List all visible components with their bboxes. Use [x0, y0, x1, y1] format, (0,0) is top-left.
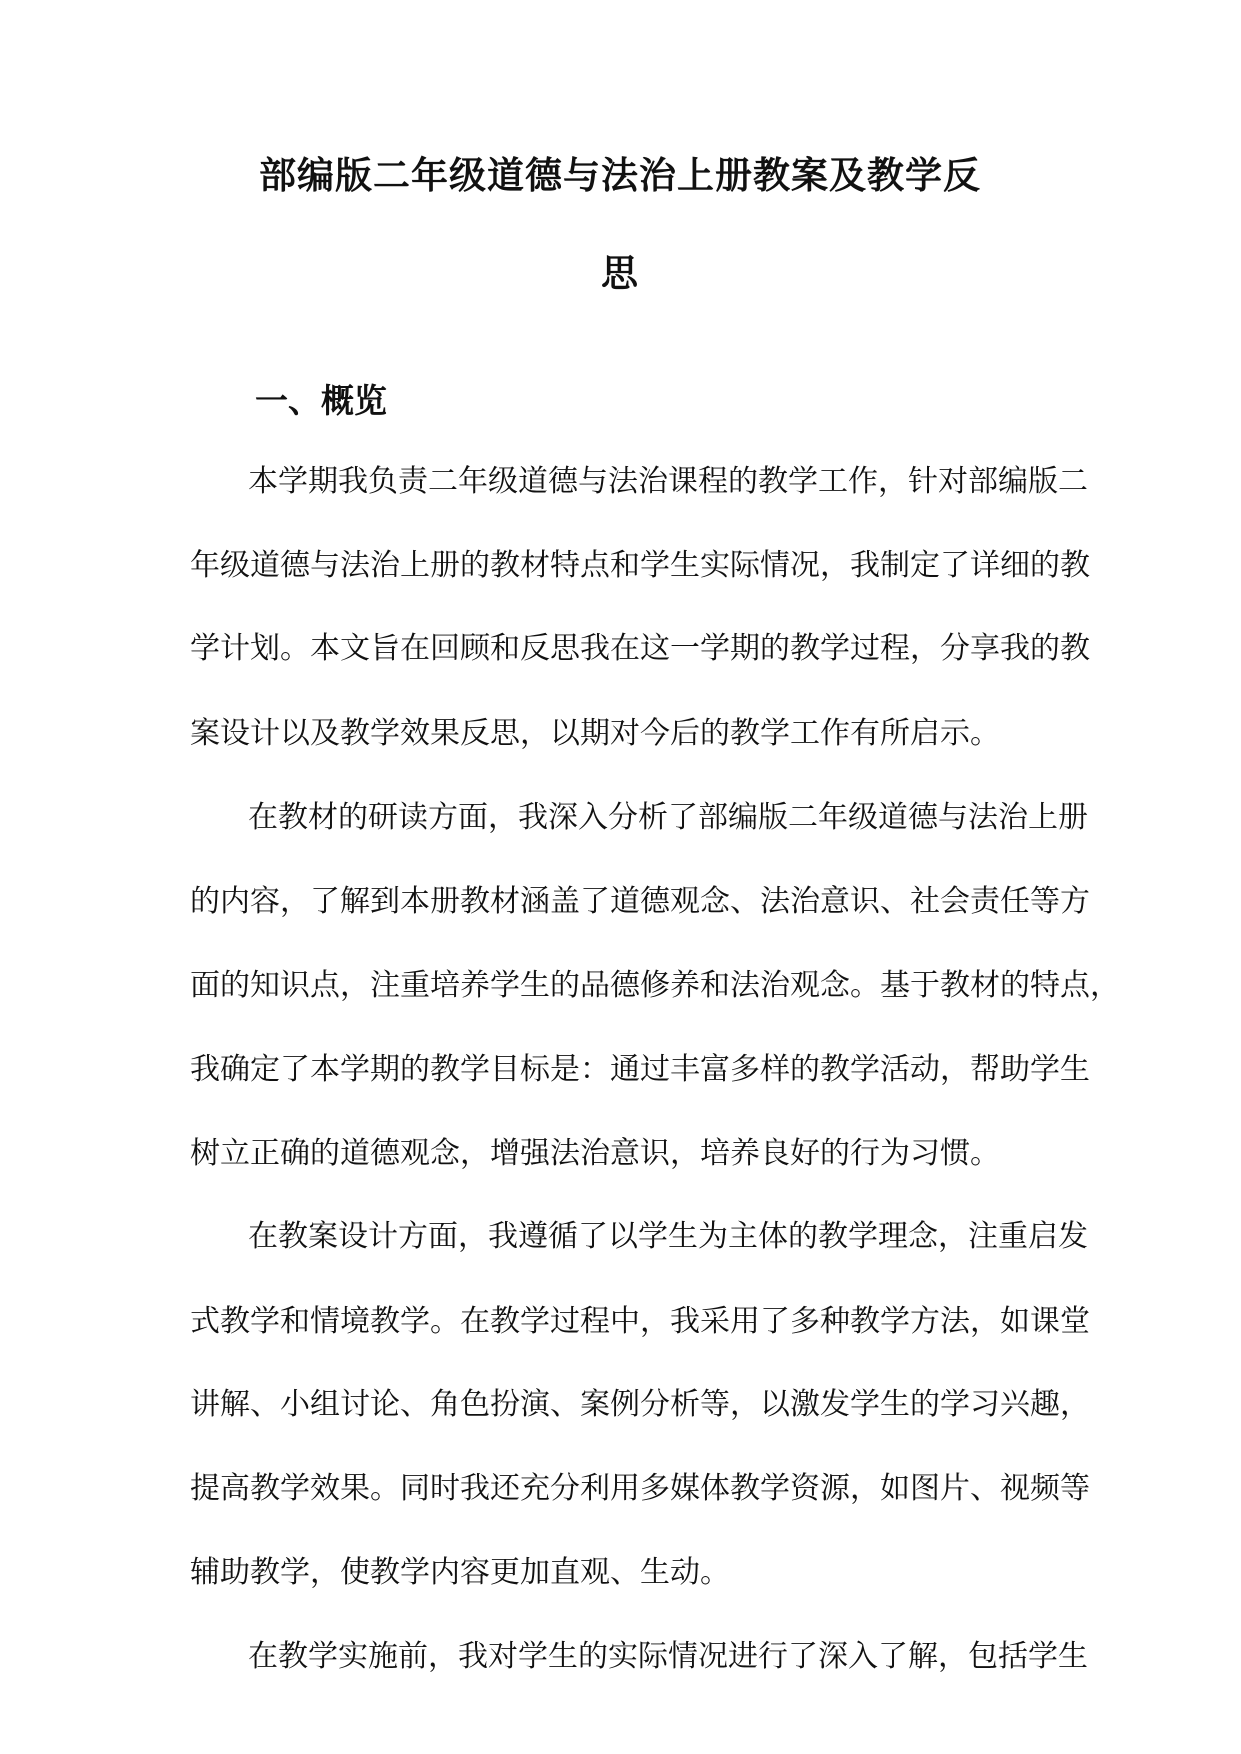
- paragraph-1-line-3: 学计划。本文旨在回顾和反思我在这一学期的教学过程，分享我的教: [190, 631, 1090, 666]
- paragraph-1-line-1: 本学期我负责二年级道德与法治课程的教学工作，针对部编版二: [248, 464, 1088, 499]
- paragraph-1-line-2: 年级道德与法治上册的教材特点和学生实际情况，我制定了详细的教: [190, 548, 1090, 583]
- paragraph-4-line-1: 在教学实施前，我对学生的实际情况进行了深入了解，包括学生: [248, 1639, 1088, 1674]
- paragraph-3-line-2: 式教学和情境教学。在教学过程中，我采用了多种教学方法，如课堂: [190, 1304, 1090, 1339]
- section-heading-overview: 一、概览: [255, 381, 387, 420]
- paragraph-2-line-3: 面的知识点，注重培养学生的品德修养和法治观念。基于教材的特点，: [190, 968, 1120, 1003]
- paragraph-2-line-5: 树立正确的道德观念，增强法治意识，培养良好的行为习惯。: [190, 1136, 1000, 1171]
- paragraph-2-line-1: 在教材的研读方面，我深入分析了部编版二年级道德与法治上册: [248, 800, 1088, 835]
- paragraph-2-line-2: 的内容，了解到本册教材涵盖了道德观念、法治意识、社会责任等方: [190, 884, 1090, 919]
- document-title-line-2: 思: [601, 251, 639, 295]
- paragraph-3-line-3: 讲解、小组讨论、角色扮演、案例分析等，以激发学生的学习兴趣，: [190, 1387, 1090, 1422]
- paragraph-2-line-4: 我确定了本学期的教学目标是：通过丰富多样的教学活动，帮助学生: [190, 1052, 1090, 1087]
- document-title-line-1: 部编版二年级道德与法治上册教案及教学反: [259, 153, 981, 197]
- paragraph-3-line-4: 提高教学效果。同时我还充分利用多媒体教学资源，如图片、视频等: [190, 1471, 1090, 1506]
- paragraph-3-line-1: 在教案设计方面，我遵循了以学生为主体的教学理念，注重启发: [248, 1219, 1088, 1254]
- paragraph-3-line-5: 辅助教学，使教学内容更加直观、生动。: [190, 1555, 730, 1590]
- paragraph-1-line-4: 案设计以及教学效果反思，以期对今后的教学工作有所启示。: [190, 716, 1000, 751]
